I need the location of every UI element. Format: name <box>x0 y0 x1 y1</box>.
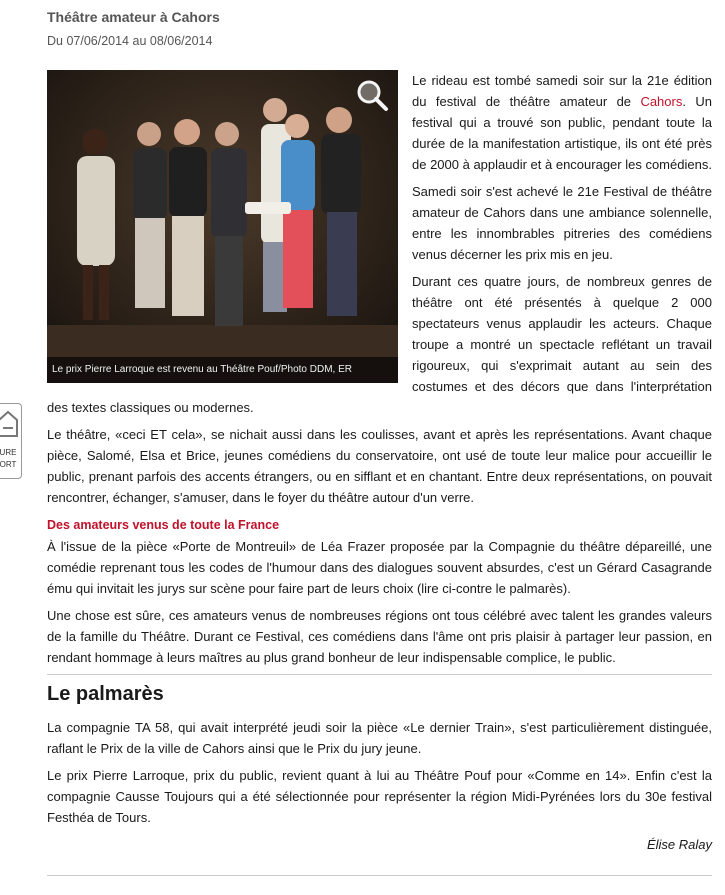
paragraph-1-text-a: Le rideau est tombé samedi soir sur la 21e édition du festival de théâtre amateur de <box>412 73 712 109</box>
side-tab[interactable] <box>0 403 22 479</box>
paragraph-6: Une chose est sûre, ces amateurs venus de nombreuses régions ont tous célébré avec talent les grandes valeurs de la famille du Théâtre. Durant ce Festival, ces comédiens dans l'âme ont pris plaisir à partager leur passion, en rendant hommage à leurs maîtres au plus grand bonheur de leur indispensable complice, le public. <box>47 608 712 665</box>
photo-spacer <box>47 70 398 390</box>
house-icon <box>0 410 19 444</box>
event-dates: Du 07/06/2014 au 08/06/2014 <box>47 34 213 48</box>
paragraph-3: Durant ces quatre jours, de nombreux genres de théâtre ont été présentés à quelque 2 000 spectateurs venus applaudir les acteurs. Chaque troupe a montré un spectacle reflétant un travail rigoureux, qui s'exprimait autant au sein des costumes et des décors que dans l'interprétation des textes classiques ou modernes. <box>47 274 712 415</box>
paragraph-4: Le théâtre, «ceci ET cela», se nichait aussi dans les coulisses, avant et après les représentations. Avant chaque pièce, Salomé, Elsa et Brice, jeunes comédiens du conservatoire, ont usé de toute leur malice pour accueillir le public, prenant parfois des accents étrangers, ou en sifflant et en chantant. Entre deux représentations, on pouvait rencontrer, échanger, s'amuser, dans le foyer du théâtre autour d'un verre. <box>47 427 712 505</box>
side-tab-label-1: URE <box>0 448 17 457</box>
article <box>47 0 712 852</box>
paragraph-2: Samedi soir s'est achevé le 21e Festival de théâtre amateur de Cahors dans une ambiance solennelle, entre les innombrables pitreries des comédiens venus décerner les prix mis en jeu. <box>412 184 712 262</box>
article-title: Théâtre amateur à Cahors <box>47 9 220 25</box>
section-divider <box>47 674 712 675</box>
section-subheading: Des amateurs venus de toute la France <box>47 518 280 532</box>
palmares-title: Le palmarès <box>47 683 164 705</box>
paragraph-5: À l'issue de la pièce «Porte de Montreuil» de Léa Frazer proposée par la Compagnie du théâtre dépareillé, une comédie reprenant tous les codes de l'humour dans des dialogues souvent absurdes, c'est un Gérard Casagrande ému qui invitait les jurys sur scène pour faire part de leurs choix (lire ci-contre le palmarès). <box>47 539 712 596</box>
bottom-divider <box>47 875 712 876</box>
palmares-paragraph-1: La compagnie TA 58, qui avait interprété jeudi soir la pièce «Le dernier Train», s'est particulièrement distinguée, raflant le Prix de la ville de Cahors ainsi que le Prix du jury jeune. <box>47 720 712 756</box>
paragraph-1-text-b: . Un festival qui a trouvé son public, pendant toute la durée de la manifestation artistique, ils ont été près de 2000 à applaudir et à encourager les comédiens. <box>412 94 712 172</box>
author-signature: Élise Ralay <box>646 837 712 852</box>
cahors-link[interactable]: Cahors <box>640 94 683 109</box>
article-body <box>47 70 712 876</box>
side-tab-label-2: ORT <box>0 460 17 469</box>
photo-caption: Le prix Pierre Larroque est revenu au Théâtre Pouf/Photo DDM, ER <box>47 357 398 383</box>
palmares-paragraph-2: Le prix Pierre Larroque, prix du public, revient quant à lui au Théâtre Pouf pour «Comme en 14». Enfin c'est la compagnie Causse Toujours qui a été sélectionnée pour représenter la région Midi-Pyrénées lors du 30e festival Festhéa de Tours. <box>47 768 712 825</box>
